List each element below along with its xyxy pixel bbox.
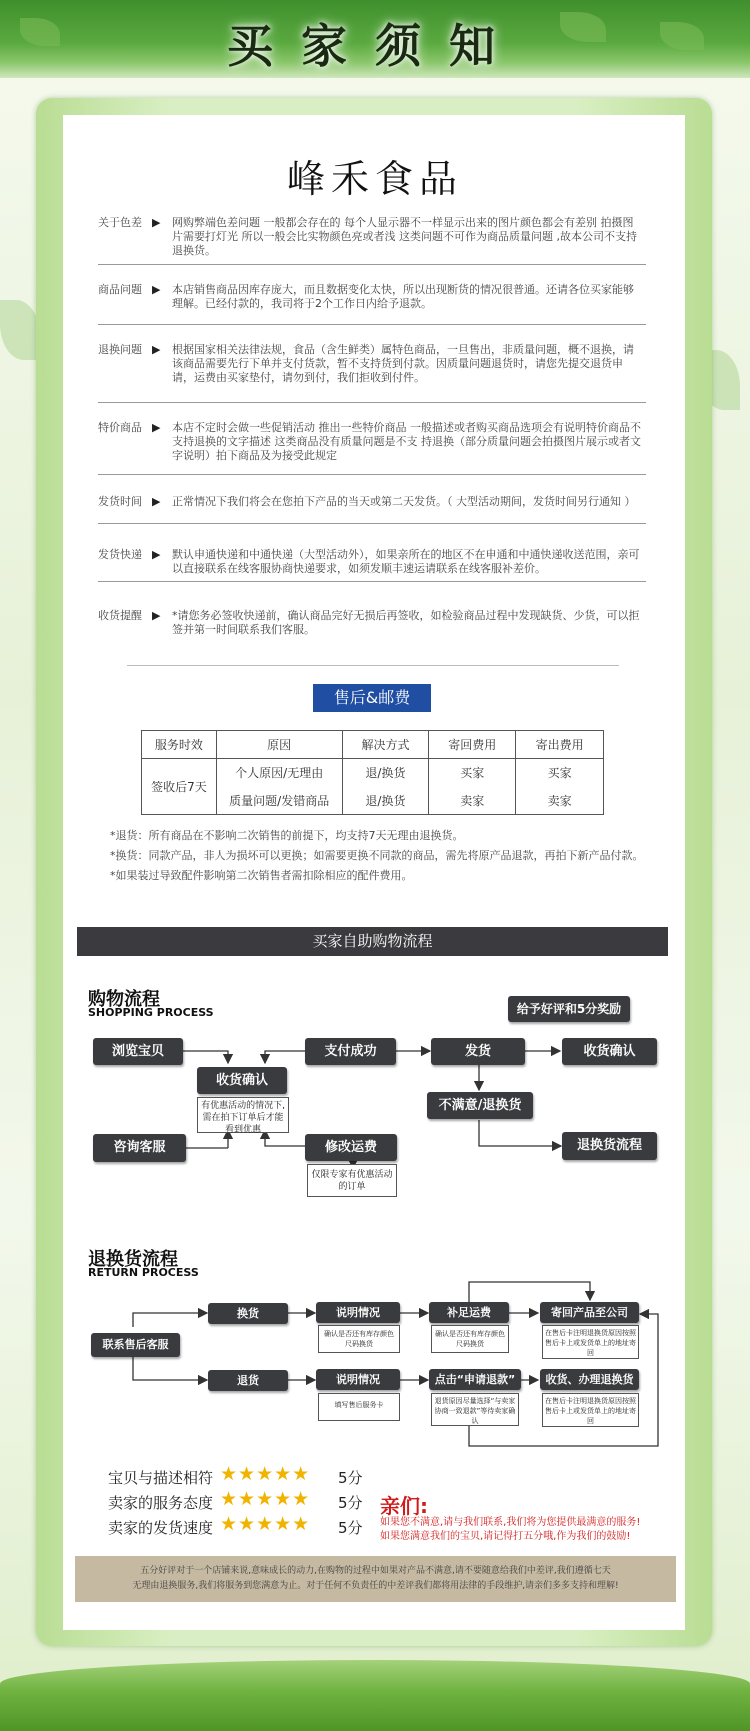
after-sales-badge: 售后&邮费 <box>313 684 431 712</box>
apply-refund-note: 退货原因尽量选择“与卖家协商一致退款”等待卖家确认 <box>431 1393 519 1426</box>
return-box: 退货 <box>208 1370 288 1391</box>
shopping-subtitle: SHOPPING PROCESS <box>88 1006 214 1019</box>
play-arrow-icon: ▶ <box>152 283 161 296</box>
notice-label: 退换问题 <box>98 343 142 356</box>
table-header: 原因 <box>216 731 342 759</box>
notice-text: 本店销售商品因库存庞大，而且数据变化太快，所以出现断货的情况很普通。还请各位买家能够理解。已经付款的，我司将于2个工作日内给予退款。 <box>172 283 634 310</box>
play-arrow-icon: ▶ <box>152 495 161 508</box>
exchange-box: 换货 <box>208 1303 288 1324</box>
table-header: 解决方式 <box>342 731 429 759</box>
grass-decoration <box>0 1660 750 1731</box>
returns-title: 退换货流程 <box>88 1249 178 1270</box>
star-rating-icon: ★★★★★ <box>220 1463 311 1485</box>
notice-receipt <box>98 609 646 639</box>
dear-line: 如果您不满意,请与我们联系,我们将为您提供最满意的服务! <box>380 1517 641 1528</box>
divider <box>98 523 646 524</box>
table-row <box>142 759 604 787</box>
table-cell: 个人原因/无理由 <box>216 759 342 787</box>
footer-line: 五分好评对于一个店铺来说,意味成长的动力,在购物的过程中如果对产品不满意,请不要随意给我们中差评,我们遵循七天 <box>140 1566 611 1576</box>
shopping-title: 购物流程 <box>88 989 160 1010</box>
dear-line: 如果您满意我们的宝贝,请记得打五分哦,作为我们的鼓励! <box>380 1531 631 1542</box>
rating-score: 5分 <box>338 1519 363 1537</box>
ship-box: 发货 <box>431 1038 525 1065</box>
reward-box: 给予好评和5分奖励 <box>508 996 630 1022</box>
divider <box>98 402 646 403</box>
page-title: 买家须知 <box>227 19 523 73</box>
rating-label: 卖家的发货速度 <box>108 1519 214 1537</box>
notice-express <box>98 548 646 578</box>
play-arrow-icon: ▶ <box>152 216 161 229</box>
table-cell: 买家 <box>516 759 604 787</box>
confirm-mid-box: 收货确认 <box>197 1067 287 1094</box>
notice-special <box>98 421 646 465</box>
divider <box>98 581 646 582</box>
footnote: *换货：同款产品，非人为损坏可以更换；如需要更换不同款的商品，需先将原产品退款，再拍下新产品付款。 <box>110 849 644 862</box>
table-cell: 买家 <box>429 759 516 787</box>
divider <box>98 474 646 475</box>
confirm-receipt-box: 收货确认 <box>562 1038 657 1065</box>
divider <box>127 665 619 666</box>
confirm-note: 有优惠活动的情况下,需在拍下订单后才能看到优惠 <box>197 1097 289 1133</box>
notice-label: 关于色差 <box>98 216 142 229</box>
table-cell: 签收后7天 <box>142 759 217 815</box>
notice-text: 本店不定时会做一些促销活动 推出一些特价商品 一般描述或者购买商品选项会有说明特价商品不支持退换的文字描述 这类商品没有质量问题是不支 持退换（部分质量问题会拍摄图片展示或者文字说明）拍下商品及为接受此规定 <box>172 421 641 462</box>
self-service-bar: 买家自助购物流程 <box>77 927 668 956</box>
star-rating-icon: ★★★★★ <box>220 1513 311 1535</box>
notice-label: 发货时间 <box>98 495 142 508</box>
topup-note: 确认是否还有库存颜色尺码换货 <box>431 1325 509 1353</box>
table-header-row <box>142 731 604 759</box>
rating-score: 5分 <box>338 1469 363 1487</box>
notice-product <box>98 283 646 313</box>
table-cell: 卖家 <box>429 787 516 815</box>
receive-refund-box: 收货、办理退换货 <box>540 1369 639 1390</box>
star-rating-icon: ★★★★★ <box>220 1488 311 1510</box>
explain-box: 说明情况 <box>316 1302 400 1323</box>
notice-text: 网购弊端色差问题 一般都会存在的 每个人显示器不一样显示出来的图片颜色都会有差别 拍摄图片需要打灯光 所以一般会比实物颜色亮或者浅 这类问题不可作为商品质量问题 ,故本公司不支持退换货。 <box>172 216 637 257</box>
table-cell: 退/换货 <box>342 787 429 815</box>
notice-label: 收货提醒 <box>98 609 142 622</box>
rating-label: 卖家的服务态度 <box>108 1494 214 1512</box>
notice-label: 特价商品 <box>98 421 142 434</box>
play-arrow-icon: ▶ <box>152 609 161 622</box>
modify-note: 仅限专家有优惠活动的订单 <box>307 1164 397 1197</box>
notice-label: 商品问题 <box>98 283 142 296</box>
notice-text: *请您务必签收快递前，确认商品完好无损后再签收，如检验商品过程中发现缺货、少货，可以拒签并第一时间联系我们客服。 <box>172 609 640 636</box>
divider <box>98 264 646 265</box>
footer-line: 无理由退换服务,我们将服务到您满意为止。对于任何不负责任的中差评我们都将用法律的手段维护,请亲们多多支持和理解! <box>132 1581 619 1591</box>
brand-title: 峰禾食品 <box>286 157 463 201</box>
apply-refund-box: 点击“申请退款” <box>429 1369 521 1390</box>
unsatisfied-box: 不满意/退换货 <box>427 1092 533 1119</box>
play-arrow-icon: ▶ <box>152 343 161 356</box>
send-back-note: 在售后卡注明退换货原因按照售后卡上或发货单上的地址寄回 <box>542 1325 639 1359</box>
play-arrow-icon: ▶ <box>152 548 161 561</box>
after-sales-table <box>141 730 604 815</box>
consult-box: 咨询客服 <box>93 1134 186 1162</box>
returns-subtitle: RETURN PROCESS <box>88 1266 199 1279</box>
table-header: 寄回费用 <box>429 731 516 759</box>
table-cell: 卖家 <box>516 787 604 815</box>
footer-note <box>75 1556 676 1602</box>
return-flow-box: 退换货流程 <box>562 1132 657 1160</box>
dear-title: 亲们: <box>380 1494 428 1518</box>
table-cell: 质量问题/发错商品 <box>216 787 342 815</box>
footnote: *如果装过导致配件影响第二次销售者需扣除相应的配件费用。 <box>110 869 413 882</box>
notice-text: 正常情况下我们将会在您拍下产品的当天或第二天发货。（ 大型活动期间，发货时间另行通知 ） <box>172 495 636 508</box>
notice-return <box>98 343 646 387</box>
explain-note: 确认是否还有库存颜色尺码换货 <box>318 1325 400 1353</box>
notice-text: 根据国家相关法律法规，食品（含生鲜类）属特色商品，一旦售出，非质量问题，概不退换，请该商品需要先行下单并支付货款，暂不支持货到付款。因质量问题退货时，请您先提交退货申请，运费由买家垫付，请勿到付，我们拒收到付件。 <box>172 343 634 384</box>
pay-success-box: 支付成功 <box>305 1038 396 1065</box>
table-cell: 退/换货 <box>342 759 429 787</box>
rating-label: 宝贝与描述相符 <box>108 1469 214 1487</box>
explain-box: 说明情况 <box>316 1369 400 1390</box>
browse-box: 浏览宝贝 <box>93 1038 183 1065</box>
footnote: *退货：所有商品在不影响二次销售的前提下，均支持7天无理由退换货。 <box>110 829 464 842</box>
notice-ship-time <box>98 495 646 511</box>
notice-label: 发货快递 <box>98 548 142 561</box>
notice-text: 默认申通快递和中通快递（大型活动外），如果亲所在的地区不在申通和中通快递收送范围，亲可以直接联系在线客服协商快递要求，如须发顺丰速运请联系在线客服补差价。 <box>172 548 640 575</box>
topup-box: 补足运费 <box>429 1302 509 1323</box>
receive-refund-note: 在售后卡注明退换货原因按照售后卡上或发货单上的地址寄回 <box>542 1393 639 1427</box>
explain-note: 填写售后服务卡 <box>318 1393 400 1421</box>
modify-fee-box: 修改运费 <box>305 1134 397 1161</box>
play-arrow-icon: ▶ <box>152 421 161 434</box>
divider <box>98 324 646 325</box>
send-back-box: 寄回产品至公司 <box>540 1302 639 1323</box>
table-header: 寄出费用 <box>516 731 604 759</box>
rating-score: 5分 <box>338 1494 363 1512</box>
contact-service-box: 联系售后客服 <box>91 1333 180 1357</box>
notice-color <box>98 216 646 260</box>
table-header: 服务时效 <box>142 731 217 759</box>
